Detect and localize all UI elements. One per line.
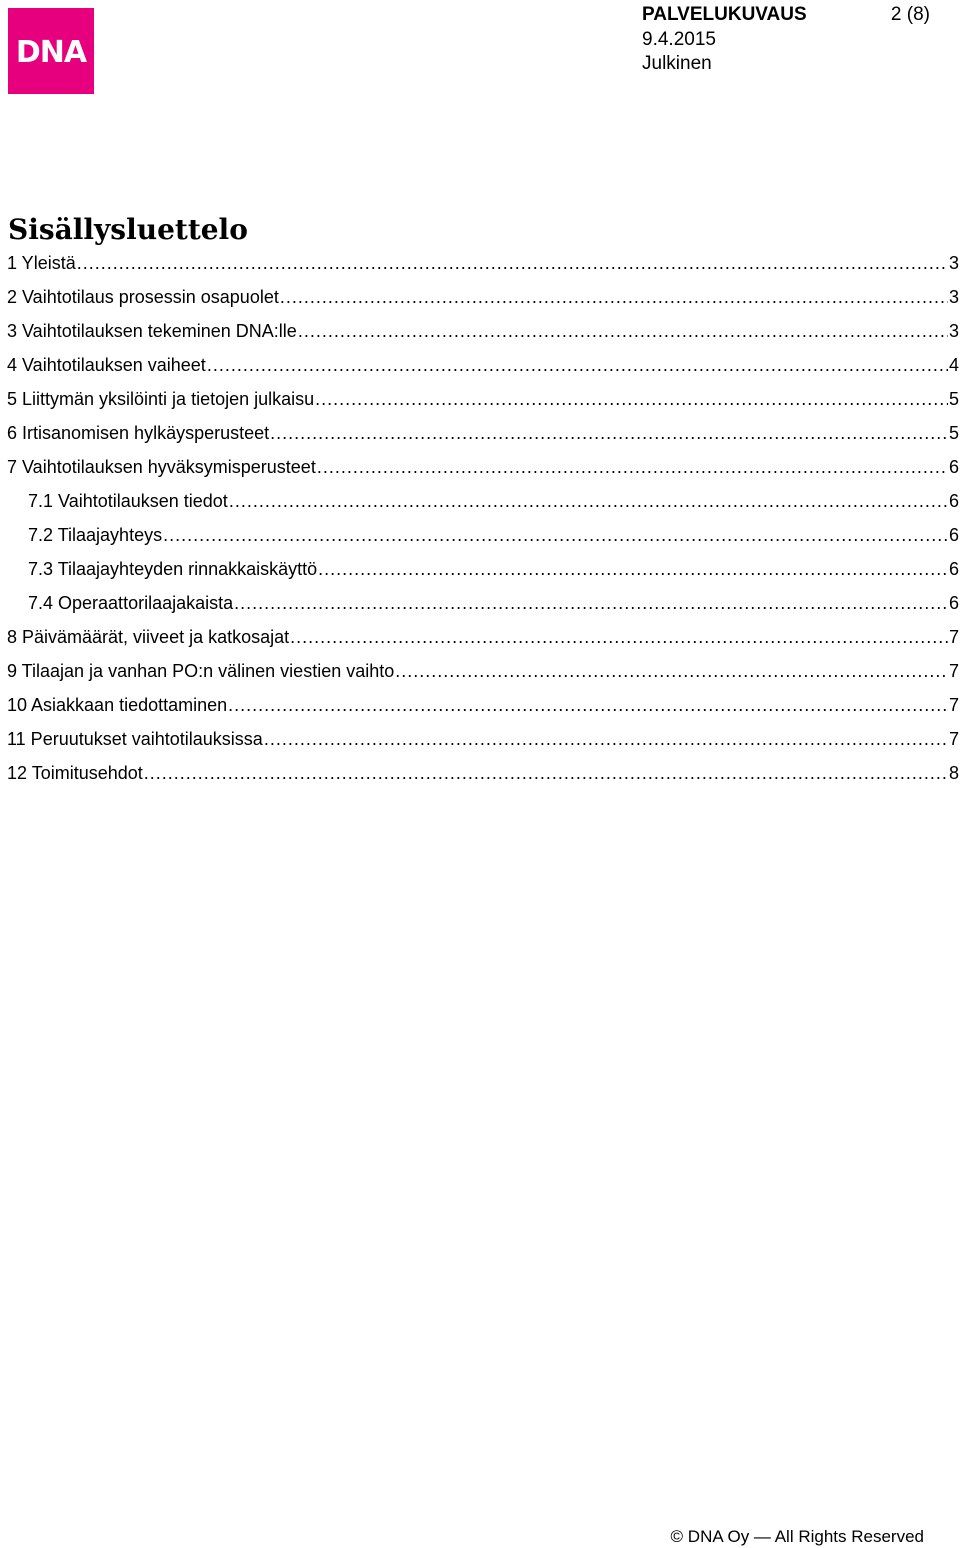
toc-entry[interactable] [7, 314, 959, 348]
toc-entry[interactable] [7, 654, 959, 688]
document-classification: Julkinen [642, 53, 712, 74]
toc-entry[interactable] [7, 416, 959, 450]
toc-entry[interactable] [7, 348, 959, 382]
dna-logo [8, 8, 94, 94]
toc-entry[interactable] [7, 722, 959, 756]
toc-entry-label: 1 Yleistä [7, 253, 76, 273]
footer-copyright: © DNA Oy — All Rights Reserved [670, 1527, 924, 1546]
toc-dot-leader [315, 382, 948, 416]
toc-dot-leader [163, 518, 948, 552]
toc-entry[interactable] [7, 382, 959, 416]
toc-entry-label: 10 Asiakkaan tiedottaminen [7, 695, 228, 715]
toc-entry-page: 7 [948, 695, 959, 715]
toc-dot-leader [229, 484, 948, 518]
toc-entry-page: 6 [948, 525, 959, 545]
toc-entry-page: 3 [948, 321, 959, 341]
toc-dot-leader [207, 348, 948, 382]
toc-entry[interactable] [7, 756, 959, 790]
toc-entry-page: 3 [948, 287, 959, 307]
toc-entry-label: 2 Vaihtotilaus prosessin osapuolet [7, 287, 279, 307]
toc-entry[interactable] [7, 552, 959, 586]
toc-entry-page: 8 [948, 763, 959, 783]
toc-entry-label: 4 Vaihtotilauksen vaiheet [7, 355, 206, 375]
toc-entry-page: 7 [948, 627, 959, 647]
toc-dot-leader [298, 314, 948, 348]
header-title-row [642, 4, 930, 28]
toc-entry-label: 5 Liittymän yksilöinti ja tietojen julkaisu [7, 389, 315, 409]
toc-entry[interactable] [7, 586, 959, 620]
toc-entry-label: 8 Päivämäärät, viiveet ja katkosajat [7, 627, 290, 647]
toc-entry-page: 4 [948, 355, 959, 375]
logo-text: DNA [15, 34, 87, 70]
toc-entry-label: 3 Vaihtotilauksen tekeminen DNA:lle [7, 321, 297, 341]
toc-entry-label: 7 Vaihtotilauksen hyväksymisperusteet [7, 457, 316, 477]
toc-entry-label: 12 Toimitusehdot [7, 763, 143, 783]
document-header [642, 4, 942, 76]
toc-entry[interactable] [7, 280, 959, 314]
toc-entry[interactable] [7, 450, 959, 484]
toc-entry[interactable] [7, 246, 959, 280]
toc-entry-page: 5 [948, 389, 959, 409]
document-type: PALVELUKUVAUS [642, 4, 807, 25]
toc-entry-label: 9 Tilaajan ja vanhan PO:n välinen viestien vaihto [7, 661, 395, 681]
toc-dot-leader [317, 450, 948, 484]
toc-entry-label: 7.2 Tilaajayhteys [28, 525, 163, 545]
toc-entry-label: 7.4 Operaattorilaajakaista [28, 593, 234, 613]
toc-entry[interactable] [7, 620, 959, 654]
toc-entry-page: 7 [948, 661, 959, 681]
toc-entry-label: 6 Irtisanomisen hylkäysperusteet [7, 423, 270, 443]
toc-entry-page: 6 [948, 457, 959, 477]
toc-dot-leader [270, 416, 948, 450]
document-date: 9.4.2015 [642, 29, 716, 50]
table-of-contents [7, 246, 959, 790]
toc-entry-page: 6 [948, 593, 959, 613]
toc-dot-leader [228, 688, 948, 722]
toc-dot-leader [144, 756, 948, 790]
toc-entry-page: 6 [948, 559, 959, 579]
toc-entry[interactable] [7, 688, 959, 722]
page-number: 2 (8) [890, 4, 930, 25]
toc-dot-leader [280, 280, 948, 314]
toc-entry[interactable] [7, 484, 959, 518]
toc-entry-label: 7.1 Vaihtotilauksen tiedot [28, 491, 228, 511]
toc-entry-label: 11 Peruutukset vaihtotilauksissa [7, 729, 263, 749]
toc-entry-page: 6 [948, 491, 959, 511]
toc-entry-page: 3 [948, 253, 959, 273]
toc-entry[interactable] [7, 518, 959, 552]
toc-dot-leader [234, 586, 948, 620]
toc-dot-leader [77, 246, 948, 280]
toc-dot-leader [395, 654, 948, 688]
toc-dot-leader [290, 620, 948, 654]
toc-dot-leader [264, 722, 948, 756]
toc-entry-label: 7.3 Tilaajayhteyden rinnakkaiskäyttö [28, 559, 318, 579]
toc-entry-page: 7 [948, 729, 959, 749]
toc-heading: Sisällysluettelo [8, 213, 248, 246]
toc-entry-page: 5 [948, 423, 959, 443]
toc-dot-leader [318, 552, 948, 586]
